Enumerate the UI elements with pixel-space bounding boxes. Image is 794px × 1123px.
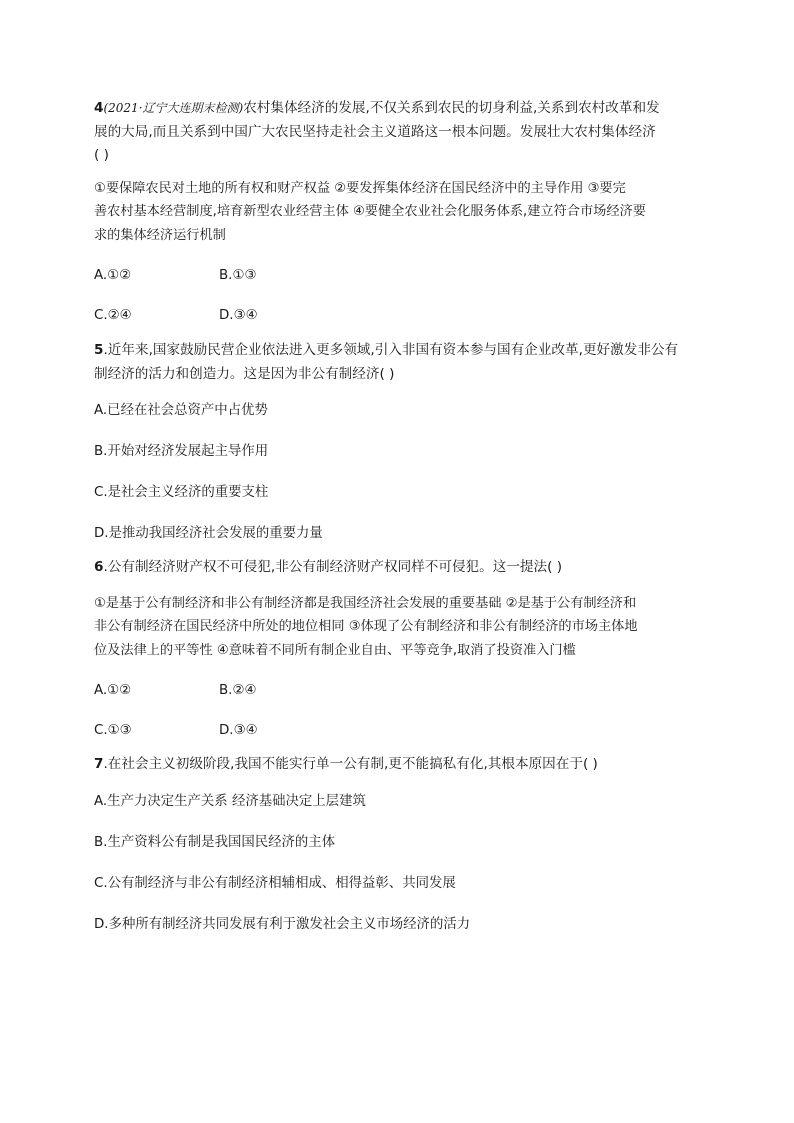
exam-page	[94, 97, 704, 934]
question-5-stem	[94, 339, 704, 386]
choice-b[interactable]: B.②④	[219, 683, 257, 698]
choice-c[interactable]: C.公有制经济与非公有制经济相辅相成、相得益彰、共同发展	[94, 875, 456, 891]
choice-c[interactable]: C.是社会主义经济的重要支柱	[94, 485, 269, 500]
question-source: (2021·辽宁大连期末检测)	[103, 101, 244, 115]
question-number: 7	[94, 756, 104, 772]
question-7-stem	[94, 753, 704, 777]
statement-line: ①是基于公有制经济和非公有制经济都是我国经济社会发展的重要基础 ②是基于公有制经济和	[94, 595, 637, 611]
question-number: 4	[94, 100, 104, 116]
choice-c[interactable]: C.①③	[94, 723, 132, 738]
stem-line: 农村集体经济的发展,不仅关系到农民的切身利益,关系到农村改革和发	[243, 100, 660, 116]
question-4-stem	[94, 97, 704, 168]
question-5	[94, 339, 704, 543]
statement-line: ①要保障农民对土地的所有权和财产权益 ②要发挥集体经济在国民经济中的主导作用 ③要完	[94, 180, 626, 196]
question-4	[94, 97, 704, 325]
statement-line: 善农村基本经营制度,培育新型农业经营主体 ④要健全农业社会化服务体系,建立符合市场经济要	[94, 204, 646, 219]
answer-blank: ( )	[94, 147, 109, 163]
choice-row	[94, 722, 704, 740]
question-number: 6	[94, 559, 104, 575]
choice-b[interactable]: B.①③	[219, 268, 257, 283]
choice-row	[94, 267, 704, 285]
stem-line: .在社会主义初级阶段,我国不能实行单一公有制,更不能搞私有化,其根本原因在于( )	[103, 756, 598, 772]
choice-a[interactable]: A.生产力决定生产关系 经济基础决定上层建筑	[94, 793, 366, 809]
statement-line: 位及法律上的平等性 ④意味着不同所有制企业自由、平等竞争,取消了投资准入门槛	[94, 642, 576, 658]
stem-line: .近年来,国家鼓励民营企业依法进入更多领域,引入非国有资本参与国有企业改革,更好激发非公有	[103, 342, 679, 358]
choice-d[interactable]: D.③④	[219, 723, 258, 738]
question-6-stem	[94, 556, 704, 580]
choice-row	[94, 682, 704, 700]
stem-line: 展的大局,而且关系到中国广大农民坚持走社会主义道路这一根本问题。发展壮大农村集体经济	[94, 123, 656, 140]
choice-row	[94, 307, 704, 325]
choice-b[interactable]: B.生产资料公有制是我国国民经济的主体	[94, 834, 336, 850]
statement-line: 非公有制经济在国民经济中所处的地位相同 ③体现了公有制经济和非公有制经济的市场主体地	[94, 619, 638, 634]
question-4-statements	[94, 177, 704, 248]
choice-a[interactable]: A.已经在社会总资产中占优势	[94, 403, 268, 418]
question-number: 5	[94, 342, 104, 358]
stem-line: 制经济的活力和创造力。这是因为非公有制经济( )	[94, 365, 395, 382]
choice-c[interactable]: C.②④	[94, 308, 132, 323]
choice-d[interactable]: D.是推动我国经济社会发展的重要力量	[94, 526, 323, 541]
question-6-statements	[94, 592, 704, 663]
question-7	[94, 753, 704, 934]
statement-line: 求的集体经济运行机制	[94, 227, 226, 243]
choice-a[interactable]: A.①②	[94, 683, 132, 698]
choice-b[interactable]: B.开始对经济发展起主导作用	[94, 444, 269, 459]
stem-line: .公有制经济财产权不可侵犯,非公有制经济财产权同样不可侵犯。这一提法( )	[103, 559, 563, 575]
choice-a[interactable]: A.①②	[94, 268, 132, 283]
choice-d[interactable]: D.③④	[219, 308, 258, 323]
choice-d[interactable]: D.多种所有制经济共同发展有利于激发社会主义市场经济的活力	[94, 916, 471, 932]
question-6	[94, 556, 704, 740]
